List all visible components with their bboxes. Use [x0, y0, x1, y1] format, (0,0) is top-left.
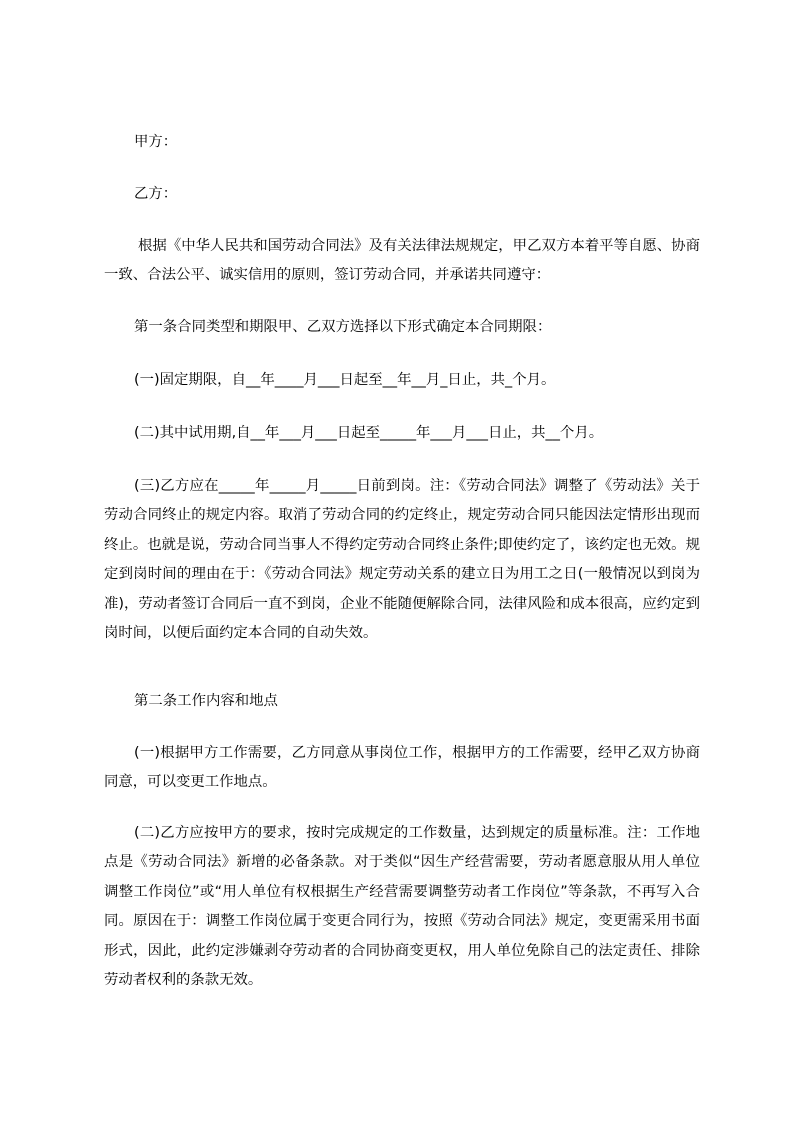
article-1-item-1: (一)固定期限，自__年____月___日起至__年__月_日止，共_个月。 [134, 372, 556, 388]
article-1-item-3: (三)乙方应在_____年_____月_____日前到岗。注：《劳动合同法》调整了《劳动法》关于劳动合同终止的规定内容。取消了劳动合同的约定终止，规定劳动合同只能因法定情形出现而终止。也就是说，劳动合同当事人不得约定劳动合同终止条件;即使约定了，该约定也无效。规定到岗时间的理由在于：《劳动合同法》规定劳动关系的建立日为用工之日(一般情况以到岗为准)，劳动者签订合同后一直不到岗，企业不能随便解除合同，法律风险和成本很高，应约定到岗时间，以便后面约定本合同的自动失效。 [104, 478, 700, 642]
article-2-heading: 第二条工作内容和地点 [134, 693, 278, 709]
party-a-label: 甲方： [134, 134, 178, 150]
article-2-item-2: (二)乙方应按甲方的要求，按时完成规定的工作数量，达到规定的质量标准。注：工作地点是《劳动合同法》新增的必备条款。对于类似“因生产经营需要，劳动者愿意服从用人单位调整工作岗位”或“用人单位有权根据生产经营需要调整劳动者工作岗位”等条款，不再写入合同。原因在于：调整工作岗位属于变更合同行为，按照《劳动合同法》规定，变更需采用书面形式，因此，此约定涉嫌剥夺劳动者的合同协商变更权，用人单位免除自己的法定责任、排除劳动者权利的条款无效。 [104, 825, 700, 989]
intro-paragraph: 根据《中华人民共和国劳动合同法》及有关法律法规规定，甲乙双方本着平等自愿、协商一致、合法公平、诚实信用的原则，签订劳动合同，并承诺共同遵守： [104, 238, 700, 284]
article-2-item-1: (一)根据甲方工作需要，乙方同意从事岗位工作，根据甲方的工作需要，经甲乙双方协商同意，可以变更工作地点。 [104, 745, 700, 791]
article-1-item-2: (二)其中试用期,自__年___月___日起至_____年___月___日止，共__个月。 [134, 425, 604, 441]
party-b-label: 乙方： [134, 186, 178, 202]
article-1-heading: 第一条合同类型和期限甲、乙双方选择以下形式确定本合同期限： [134, 319, 552, 335]
